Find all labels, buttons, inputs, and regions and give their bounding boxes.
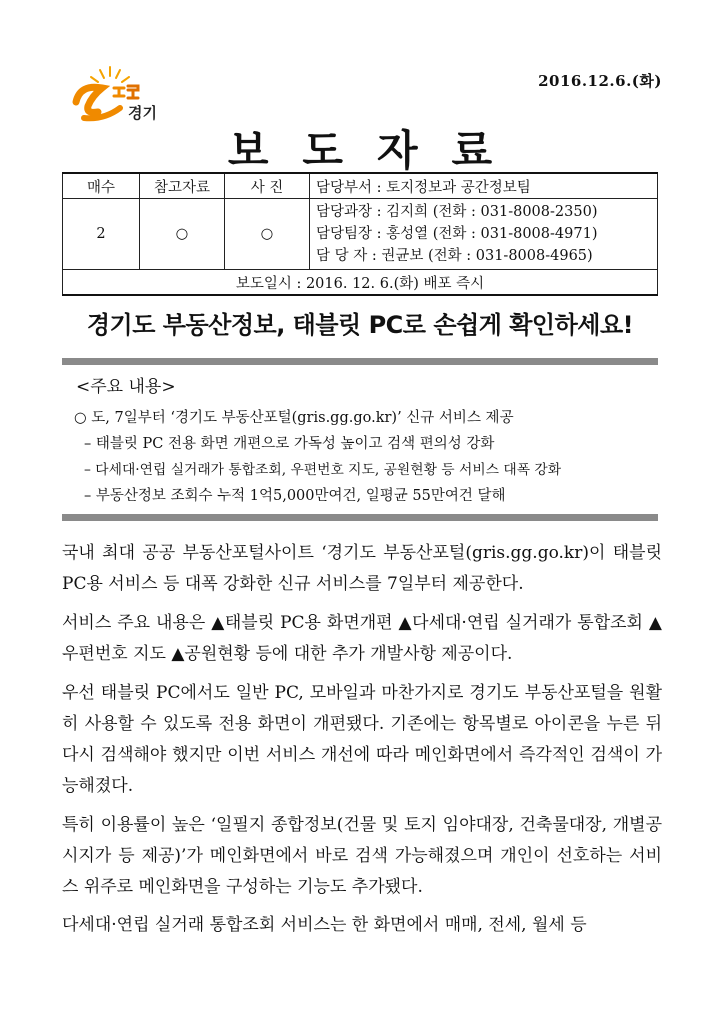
summary-item: – 부동산정보 조회수 누적 1억5,000만여건, 일평균 55만여건 달해 (84, 488, 506, 504)
value-pages: 2 (63, 199, 140, 270)
summary-box (62, 358, 658, 521)
summary-item: – 태블릿 PC 전용 화면 개편으로 가독성 높이고 검색 편의성 강화 (84, 436, 495, 452)
body-paragraph: 우선 태블릿 PC에서도 일반 PC, 모바일과 마찬가지로 경기도 부동산포털을 원활히 사용할 수 있도록 전용 화면이 개편됐다. 기존에는 항목별로 아이콘을 누른 뒤 다시 검색해야 했지만 이번 서비스 개선에 따라 메인화면에서 즉각적인 검색이 가능해졌다. (62, 683, 662, 796)
value-references: ○ (140, 199, 225, 270)
header-pages: 매수 (63, 173, 140, 199)
headline: 경기도 부동산정보, 태블릿 PC로 손쉽게 확인하세요! (86, 311, 634, 339)
release-timing: 보도일시 : 2016. 12. 6.(화) 배포 즉시 (63, 270, 658, 296)
gyeonggi-logo (70, 62, 190, 124)
body-paragraph: 서비스 주요 내용은 ▲태블릿 PC용 화면개편 ▲다세대·연립 실거래가 통합조회 ▲우편번호 지도 ▲공원현황 등에 대한 추가 개발사항 제공이다. (62, 613, 662, 664)
value-photos: ○ (225, 199, 310, 270)
page-title: 보도자료 (227, 126, 527, 175)
summary-item: – 다세대·연립 실거래가 통합조회, 우편번호 지도, 공원현황 등 서비스 대폭 강화 (84, 462, 562, 478)
contact-manager: 담당과장 : 김지희 (전화 : 031-8008-2350) (316, 204, 598, 220)
body-paragraph: 특히 이용률이 높은 ‘일필지 종합정보(건물 및 토지 임야대장, 건축물대장, 개별공시지가 등 제공)’가 메인화면에서 바로 검색 가능해졌으며 개인이 선호하는 서비스 위주로 메인화면을 구성하는 기능도 추가됐다. (62, 815, 662, 897)
summary-heading: <주요 내용> (76, 377, 176, 397)
dept-cell: 담당부서 : 토지정보과 공간정보팀 (310, 173, 658, 199)
contact-table (62, 172, 658, 296)
body-paragraph: 다세대·연립 실거래 통합조회 서비스는 한 화면에서 매매, 전세, 월세 등 (62, 915, 587, 935)
summary-bottom-bar (62, 514, 658, 521)
contacts-cell (310, 199, 658, 270)
body-paragraph: 국내 최대 공공 부동산포털사이트 ‘경기도 부동산포털(gris.gg.go.kr)이 태블릿 PC용 서비스 등 대폭 강화한 신규 서비스를 7일부터 제공한다. (62, 543, 662, 594)
summary-item: ○ 도, 7일부터 ‘경기도 부동산포털(gris.gg.go.kr)’ 신규 서비스 제공 (74, 410, 514, 426)
header-photos: 사 진 (225, 173, 310, 199)
release-date: 2016.12.6.(화) (538, 72, 662, 90)
logo-wordmark: 경기 (128, 104, 157, 122)
header-references: 참고자료 (140, 173, 225, 199)
summary-top-bar (62, 358, 658, 365)
contact-staff: 담 당 자 : 권균보 (전화 : 031-8008-4965) (316, 248, 593, 264)
contact-team-lead: 담당팀장 : 홍성열 (전화 : 031-8008-4971) (316, 226, 598, 242)
